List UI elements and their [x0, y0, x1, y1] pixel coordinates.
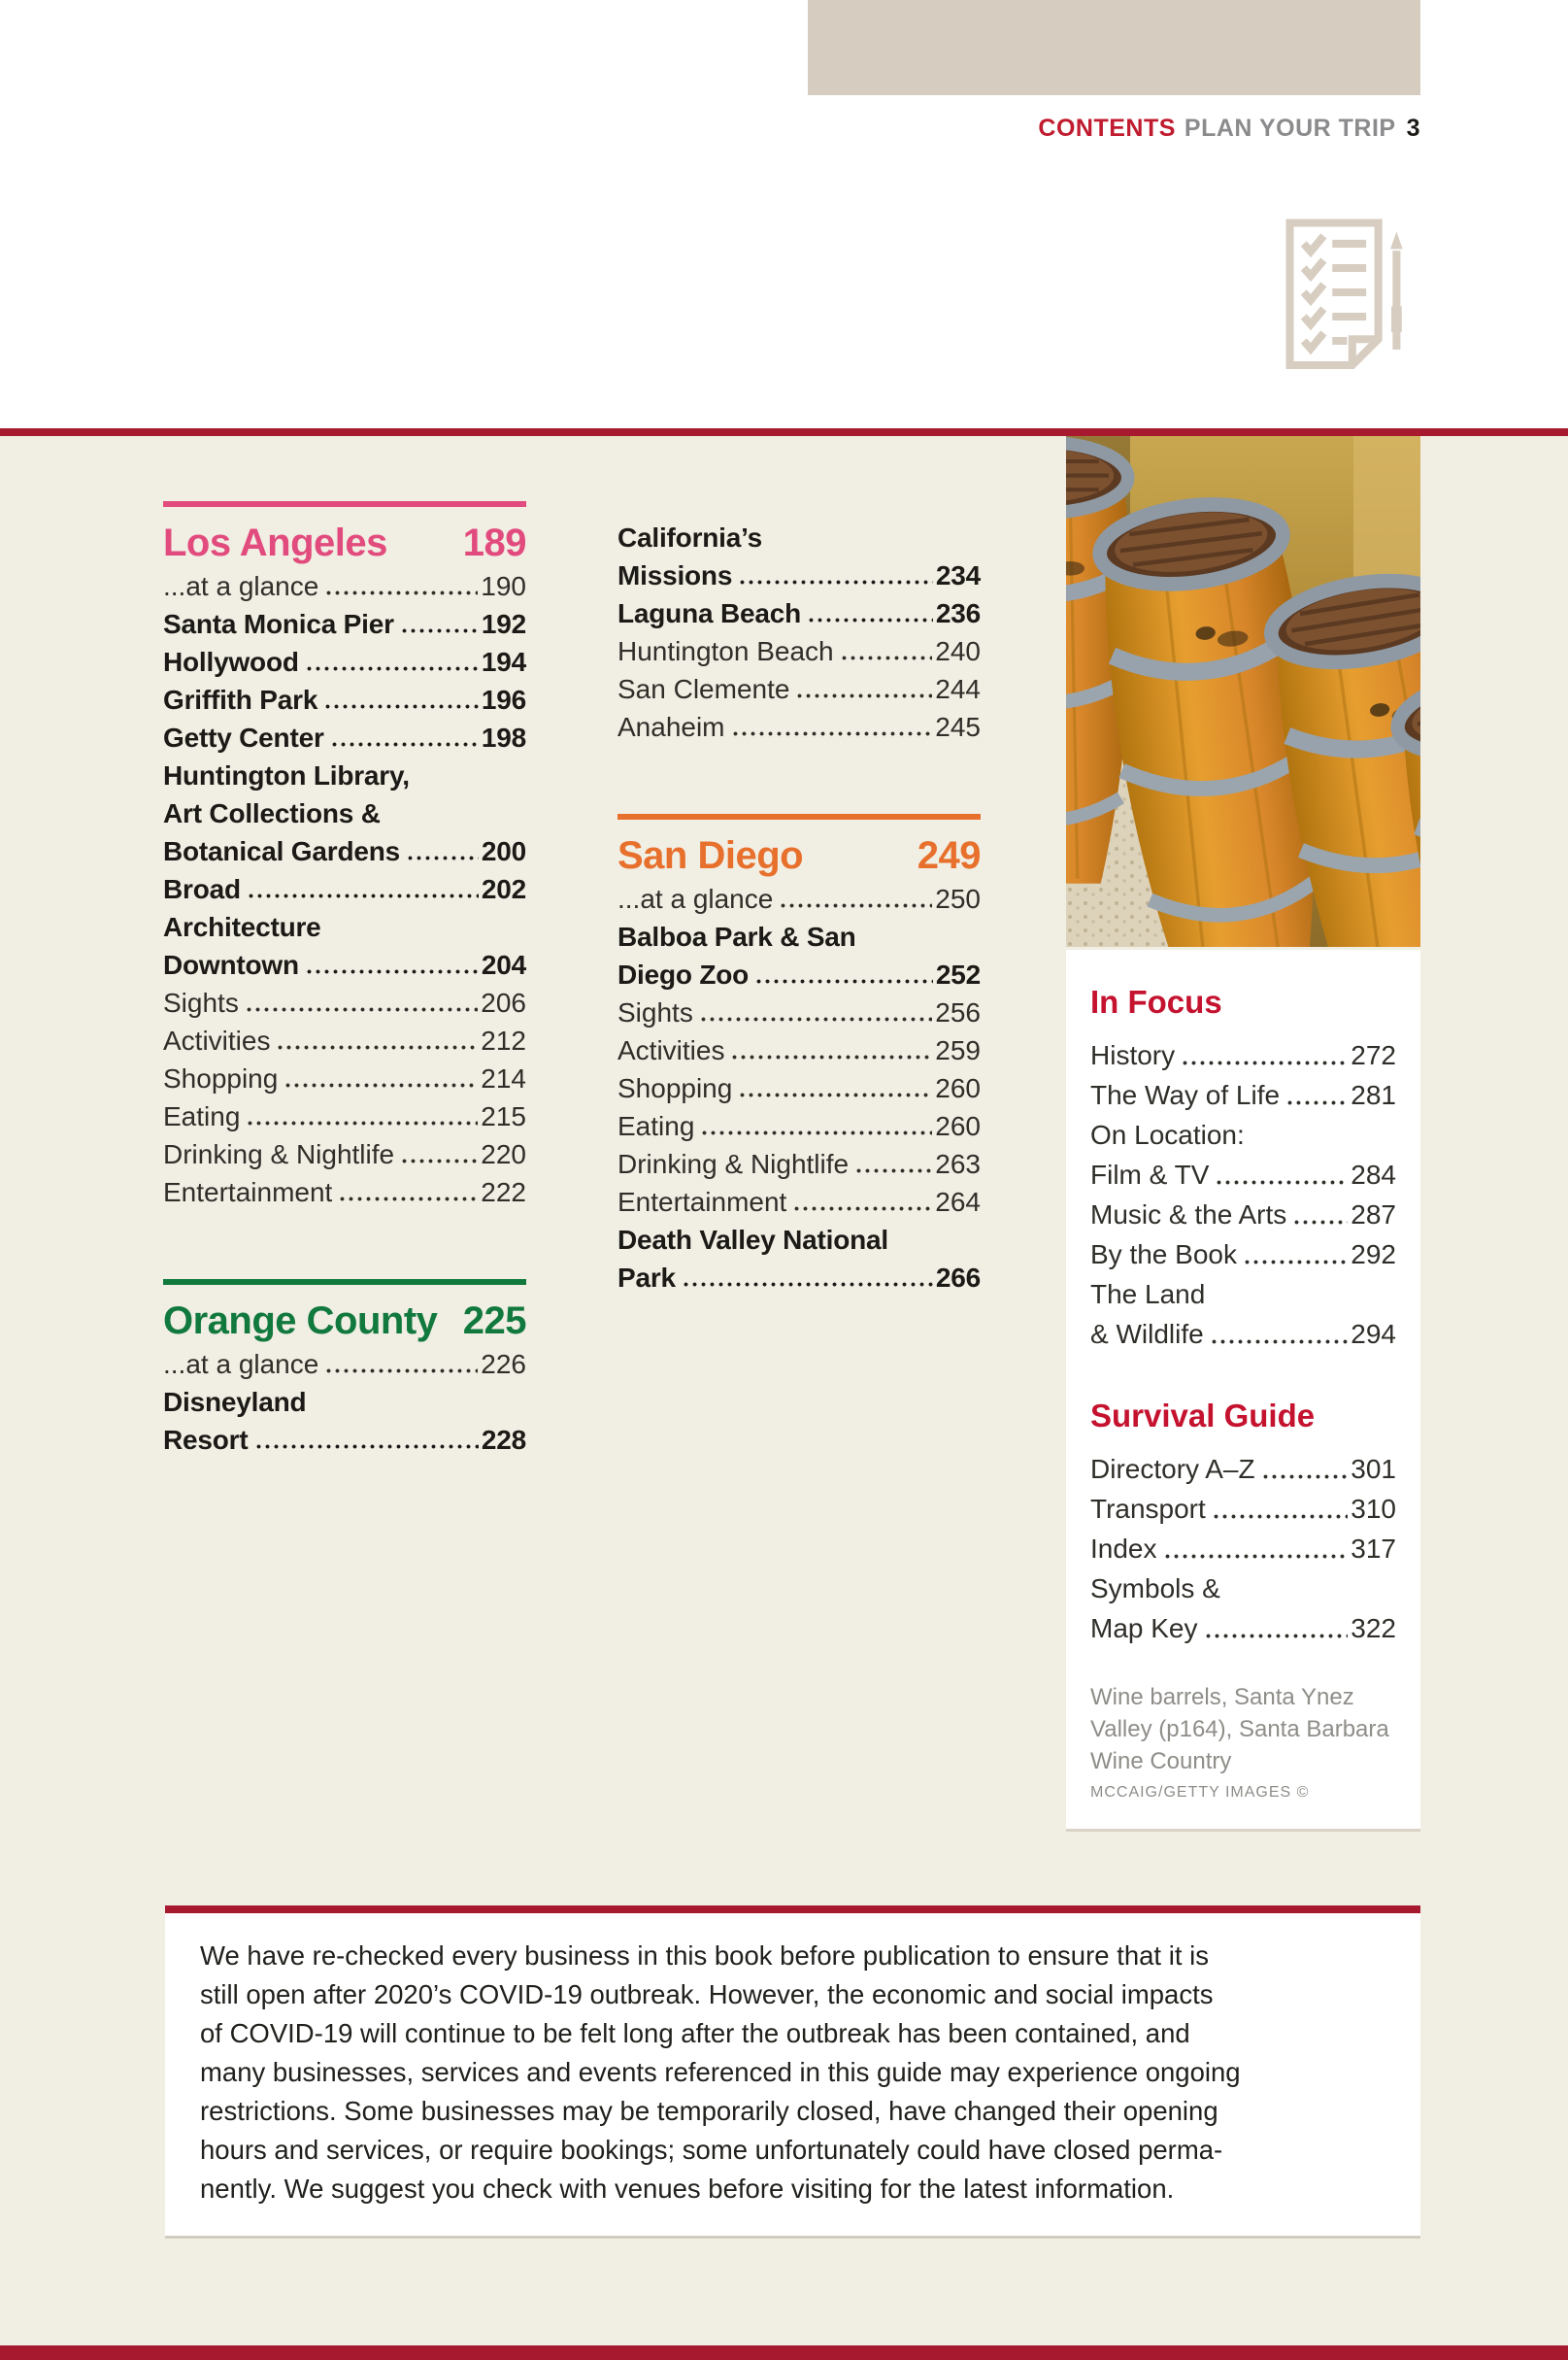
dotted-leader: [247, 879, 479, 908]
dotted-leader: [700, 1116, 932, 1145]
section-title-label: San Diego: [617, 834, 804, 877]
survival-guide-title: Survival Guide: [1090, 1398, 1316, 1433]
covid-notice-box: [165, 1905, 1420, 2236]
dotted-leader: [807, 603, 933, 632]
toc-column-2: [617, 519, 981, 1297]
toc-column-1: [163, 501, 526, 1459]
toc-entry-label: Index: [1090, 1534, 1157, 1564]
top-tan-block: [808, 0, 1420, 95]
toc-entry-page-number: 226: [481, 1349, 526, 1379]
toc-entry-line: Death Valley National: [617, 1225, 889, 1255]
dotted-leader: [731, 717, 933, 746]
page-divider-rule: [0, 428, 1568, 436]
toc-entry-page-number: 198: [481, 723, 526, 753]
toc-entry-line: The Land: [1090, 1279, 1206, 1309]
toc-entry-label: Laguna Beach: [617, 598, 801, 628]
section-rule: [163, 501, 526, 507]
toc-entry-label: Map Key: [1090, 1613, 1198, 1643]
toc-entry: [617, 632, 981, 670]
dotted-leader: [324, 1354, 478, 1383]
at-a-glance-row: [163, 567, 526, 605]
toc-entry-label: Transport: [1090, 1494, 1206, 1524]
toc-entry-page-number: 322: [1351, 1613, 1396, 1643]
toc-entry-page-number: 294: [1351, 1319, 1396, 1349]
toc-section-orange-county: [163, 1279, 526, 1459]
dotted-leader: [305, 955, 479, 984]
header-contents-label: CONTENTS: [1038, 115, 1176, 142]
dotted-leader: [406, 841, 479, 870]
toc-entry-label: ...at a glance: [163, 571, 319, 601]
dotted-leader: [330, 727, 479, 757]
toc-entry: [617, 1107, 981, 1145]
dotted-leader: [754, 964, 933, 994]
toc-entry-label: San Clemente: [617, 674, 790, 704]
toc-entry: [1090, 1195, 1396, 1234]
checklist-with-pen-icon: [1278, 218, 1408, 380]
toc-entry-page-number: 245: [935, 712, 981, 742]
toc-section: [617, 519, 981, 746]
toc-entry: [1090, 1115, 1396, 1195]
toc-entry-page-number: 259: [935, 1035, 981, 1065]
section-start-page: 225: [462, 1299, 526, 1342]
toc-entry: [617, 994, 981, 1031]
dotted-leader: [400, 1144, 478, 1173]
notice-line: of COVID-19 will continue to be felt long after the outbreak has been contained, and: [200, 2018, 1190, 2048]
toc-entry-page-number: 204: [481, 950, 526, 980]
section-title: [163, 1297, 526, 1345]
in-focus-title: In Focus: [1090, 984, 1222, 1020]
toc-entry-page-number: 284: [1351, 1160, 1396, 1190]
toc-entry: [163, 757, 526, 870]
dotted-leader: [246, 1106, 478, 1135]
toc-entry: [617, 1069, 981, 1107]
toc-entry-page-number: 244: [935, 674, 981, 704]
toc-entry-page-number: 200: [481, 836, 526, 866]
toc-entry-label: By the Book: [1090, 1239, 1237, 1269]
dotted-leader: [276, 1030, 478, 1060]
toc-entry-page-number: 301: [1351, 1454, 1396, 1484]
notice-line: hours and services, or require bookings; some unfortunately could have closed perma-: [200, 2135, 1223, 2165]
toc-entry-label: Shopping: [617, 1073, 733, 1103]
header-page-number: 3: [1406, 115, 1420, 142]
dotted-leader: [1243, 1245, 1348, 1274]
toc-entry: [163, 1135, 526, 1173]
toc-entry: [617, 519, 981, 594]
toc-entry-label: ...at a glance: [163, 1349, 319, 1379]
section-title-label: Orange County: [163, 1299, 438, 1342]
dotted-leader: [324, 576, 478, 605]
toc-entry: [1090, 1529, 1396, 1568]
dotted-leader: [738, 565, 933, 594]
survival-guide-block: [1090, 1397, 1396, 1648]
toc-entry: [617, 708, 981, 746]
toc-entry-label: Drinking & Nightlife: [617, 1149, 850, 1179]
toc-entry-page-number: 272: [1351, 1040, 1396, 1070]
page-edge-bar: [0, 2345, 1568, 2360]
dotted-leader: [1210, 1325, 1349, 1354]
toc-entry-line: Disneyland: [163, 1387, 307, 1417]
dotted-leader: [792, 1192, 932, 1221]
section-rule: [163, 1279, 526, 1285]
toc-entry-line: Symbols &: [1090, 1573, 1220, 1603]
toc-entry-label: Hollywood: [163, 647, 299, 677]
toc-entry: [1090, 1035, 1396, 1075]
toc-entry: [163, 1173, 526, 1211]
toc-entry-label: Activities: [617, 1035, 725, 1065]
toc-entry-page-number: 212: [481, 1026, 526, 1056]
page-header: [0, 115, 1420, 143]
notice-line: restrictions. Some businesses may be temporarily closed, have changed their opening: [200, 2096, 1218, 2126]
toc-entry: [163, 1022, 526, 1060]
toc-entry-page-number: 215: [481, 1101, 526, 1131]
toc-entry-page-number: 222: [481, 1177, 526, 1207]
toc-entry-label: Music & the Arts: [1090, 1199, 1287, 1230]
toc-entry: [163, 681, 526, 719]
dotted-leader: [1215, 1165, 1348, 1195]
toc-entry: [1090, 1075, 1396, 1115]
toc-entry-page-number: 228: [481, 1425, 526, 1455]
at-a-glance-row: [617, 880, 981, 918]
toc-entry-label: & Wildlife: [1090, 1319, 1204, 1349]
toc-entry: [617, 1183, 981, 1221]
toc-entry-line: California’s: [617, 523, 763, 553]
section-start-page: 249: [917, 834, 981, 877]
toc-entry: [1090, 1274, 1396, 1354]
toc-entry-label: ...at a glance: [617, 884, 774, 914]
toc-entry-page-number: 250: [935, 884, 981, 914]
notice-line: nently. We suggest you check with venues before visiting for the latest information.: [200, 2174, 1175, 2204]
photo-caption: Wine barrels, Santa Ynez Valley (p164), Santa Barbara Wine Country: [1090, 1684, 1389, 1774]
toc-entry-label: Anaheim: [617, 712, 725, 742]
section-start-page: 189: [462, 522, 526, 564]
dotted-leader: [738, 1078, 932, 1107]
toc-section-san-diego: [617, 814, 981, 1297]
toc-entry-line: Huntington Library,: [163, 760, 410, 791]
toc-entry: [1090, 1489, 1396, 1529]
toc-entry-label: Eating: [163, 1101, 241, 1131]
toc-entry: [163, 643, 526, 681]
toc-entry-line: Art Collections &: [163, 798, 381, 828]
section-title: [163, 519, 526, 567]
toc-entry-page-number: 310: [1351, 1494, 1396, 1524]
toc-entry: [163, 870, 526, 908]
wine-barrels-photo: [1066, 436, 1420, 947]
toc-entry-page-number: 206: [481, 988, 526, 1018]
toc-entry-line: On Location:: [1090, 1120, 1245, 1150]
toc-entry: [163, 908, 526, 984]
toc-entry-label: Resort: [163, 1425, 249, 1455]
toc-entry: [1090, 1234, 1396, 1274]
toc-entry-label: Activities: [163, 1026, 271, 1056]
dotted-leader: [779, 889, 932, 918]
toc-entry-label: Drinking & Nightlife: [163, 1139, 395, 1169]
dotted-leader: [795, 679, 932, 708]
toc-entry: [163, 1060, 526, 1097]
section-rule: [617, 814, 981, 820]
toc-entry-page-number: 260: [935, 1073, 981, 1103]
toc-entry-page-number: 202: [481, 874, 526, 904]
toc-entry-page-number: 260: [935, 1111, 981, 1141]
dotted-leader: [1212, 1500, 1349, 1529]
notice-line: We have re-checked every business in this book before publication to ensure that it is: [200, 1940, 1209, 1971]
toc-entry-label: Shopping: [163, 1063, 279, 1094]
toc-entry-label: Botanical Gardens: [163, 836, 401, 866]
toc-entry-label: Eating: [617, 1111, 695, 1141]
toc-entry-label: Missions: [617, 560, 733, 590]
dotted-leader: [254, 1430, 479, 1459]
toc-entry-label: Getty Center: [163, 723, 324, 753]
toc-entry: [163, 605, 526, 643]
dotted-leader: [854, 1154, 932, 1183]
toc-entry-page-number: 196: [481, 685, 526, 715]
photo-credit: MCCAIG/GETTY IMAGES ©: [1090, 1784, 1310, 1801]
toc-entry-page-number: 263: [935, 1149, 981, 1179]
dotted-leader: [284, 1068, 478, 1097]
sidebar-card: [1066, 950, 1420, 1829]
section-title: [617, 831, 981, 880]
toc-entry: [1090, 1449, 1396, 1489]
at-a-glance-row: [163, 1345, 526, 1383]
dotted-leader: [1163, 1539, 1349, 1568]
toc-entry: [617, 918, 981, 994]
toc-entry-page-number: 292: [1351, 1239, 1396, 1269]
toc-entry: [163, 1383, 526, 1459]
dotted-leader: [1181, 1046, 1348, 1075]
toc-entry-page-number: 287: [1351, 1199, 1396, 1230]
dotted-leader: [1292, 1205, 1348, 1234]
dotted-leader: [840, 641, 933, 670]
toc-entry-label: Entertainment: [163, 1177, 333, 1207]
dotted-leader: [699, 1002, 932, 1031]
dotted-leader: [400, 614, 479, 643]
toc-entry-page-number: 264: [935, 1187, 981, 1217]
survival-guide-list: [1090, 1449, 1396, 1648]
toc-entry-label: Sights: [617, 997, 693, 1028]
toc-entry-label: Film & TV: [1090, 1160, 1210, 1190]
toc-entry-line: Balboa Park & San: [617, 922, 856, 952]
dotted-leader: [323, 690, 479, 719]
toc-entry-page-number: 234: [935, 560, 981, 590]
toc-entry-page-number: 252: [935, 960, 981, 990]
toc-entry: [617, 1221, 981, 1297]
toc-entry-label: Diego Zoo: [617, 960, 750, 990]
toc-entry-page-number: 192: [481, 609, 526, 639]
toc-entry-label: Griffith Park: [163, 685, 318, 715]
toc-entry-label: Entertainment: [617, 1187, 787, 1217]
header-section-label: PLAN YOUR TRIP: [1184, 115, 1396, 142]
toc-entry: [163, 984, 526, 1022]
toc-entry-page-number: 220: [481, 1139, 526, 1169]
dotted-leader: [245, 993, 478, 1022]
notice-line: many businesses, services and events referenced in this guide may experience ongoing: [200, 2057, 1241, 2087]
section-title-label: Los Angeles: [163, 522, 387, 564]
toc-entry: [163, 1097, 526, 1135]
toc-entry-page-number: 240: [935, 636, 981, 666]
toc-entry: [163, 719, 526, 757]
toc-entry-page-number: 214: [481, 1063, 526, 1094]
dotted-leader: [730, 1040, 932, 1069]
toc-entry-label: Park: [617, 1263, 676, 1293]
toc-entry-label: Sights: [163, 988, 239, 1018]
toc-entry: [617, 1031, 981, 1069]
in-focus-list: [1090, 1035, 1396, 1354]
dotted-leader: [682, 1267, 933, 1297]
toc-section-los-angeles: [163, 501, 526, 1211]
dotted-leader: [1285, 1086, 1348, 1115]
dotted-leader: [338, 1182, 478, 1211]
notice-line: still open after 2020’s COVID-19 outbreak. However, the economic and social impacts: [200, 1979, 1214, 2009]
toc-entry: [617, 1145, 981, 1183]
toc-entry-page-number: 236: [935, 598, 981, 628]
toc-entry-page-number: 266: [935, 1263, 981, 1293]
toc-entry-label: Directory A–Z: [1090, 1454, 1255, 1484]
toc-entry: [617, 594, 981, 632]
toc-entry-page-number: 281: [1351, 1080, 1396, 1110]
dotted-leader: [1261, 1460, 1349, 1489]
dotted-leader: [1204, 1619, 1349, 1648]
covid-notice-text: [200, 1937, 1385, 2208]
toc-entry-page-number: 190: [481, 571, 526, 601]
toc-entry-line: Architecture: [163, 912, 321, 942]
toc-entry-label: Huntington Beach: [617, 636, 834, 666]
dotted-leader: [305, 652, 479, 681]
toc-entry-label: Santa Monica Pier: [163, 609, 394, 639]
toc-entry-page-number: 194: [481, 647, 526, 677]
toc-entry: [1090, 1568, 1396, 1648]
toc-entry-label: History: [1090, 1040, 1176, 1070]
toc-entry-label: Broad: [163, 874, 241, 904]
toc-entry-label: The Way of Life: [1090, 1080, 1281, 1110]
toc-entry-page-number: 256: [935, 997, 981, 1028]
toc-entry: [617, 670, 981, 708]
toc-entry-label: Downtown: [163, 950, 299, 980]
toc-entry-page-number: 317: [1351, 1534, 1396, 1564]
